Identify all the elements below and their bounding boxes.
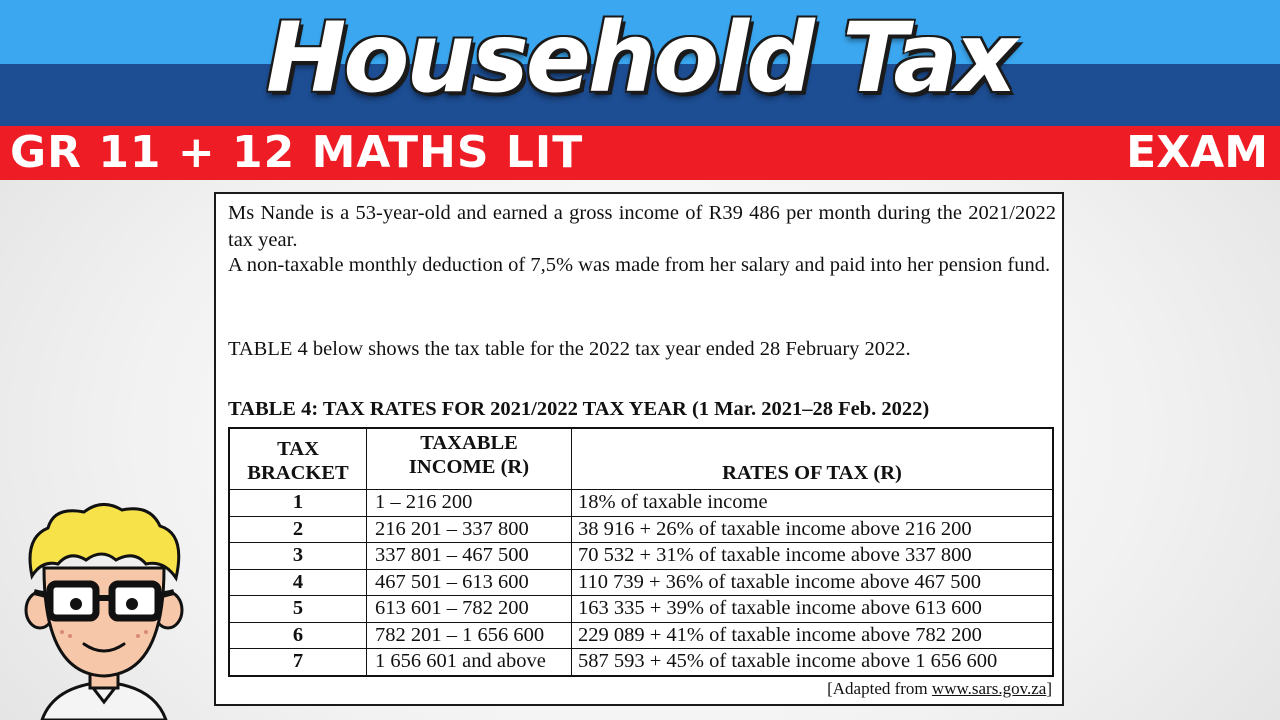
tax-rates-table: [228, 427, 1054, 677]
grade-subtitle: GR 11 + 12 MATHS LIT: [10, 127, 584, 178]
header-bracket-line1: TAX: [277, 438, 319, 460]
table-title: TABLE 4: TAX RATES FOR 2021/2022 TAX YEAR (1 Mar. 2021–28 Feb. 2022): [228, 398, 930, 420]
rate-cell: 18% of taxable income: [572, 490, 1054, 517]
table-row: [229, 596, 1053, 623]
income-cell: 337 801 – 467 500: [367, 543, 572, 570]
bracket-cell: 3: [229, 543, 367, 570]
table-row: [229, 543, 1053, 570]
question-paragraph-1: Ms Nande is a 53-year-old and earned a gross income of R39 486 per month during the 2021/2022 tax year.: [228, 202, 1056, 251]
question-paragraph-2: A non-taxable monthly deduction of 7,5% was made from her salary and paid into her pension fund.: [228, 254, 1051, 276]
question-paragraph-3: TABLE 4 below shows the tax table for the 2022 tax year ended 28 February 2022.: [228, 338, 911, 360]
table-row: [229, 622, 1053, 649]
exam-paper: [214, 192, 1064, 706]
header-bracket-line2: BRACKET: [247, 462, 349, 484]
rate-cell: 110 739 + 36% of taxable income above 467 500: [572, 569, 1054, 596]
income-cell: 1 656 601 and above: [367, 649, 572, 676]
bracket-cell: 4: [229, 569, 367, 596]
income-cell: 613 601 – 782 200: [367, 596, 572, 623]
income-cell: 216 201 – 337 800: [367, 516, 572, 543]
rate-cell: 229 089 + 41% of taxable income above 782 200: [572, 622, 1054, 649]
header-rates-of-tax: RATES OF TAX (R): [572, 428, 1054, 490]
header-tax-bracket: [229, 428, 367, 490]
bracket-cell: 6: [229, 622, 367, 649]
cartoon-boy-with-glasses-icon: [14, 498, 194, 720]
header-taxable-income: [367, 428, 572, 490]
thumbnail-title: Household Tax: [265, 2, 1015, 114]
income-cell: 467 501 – 613 600: [367, 569, 572, 596]
income-cell: 1 – 216 200: [367, 490, 572, 517]
table-header-row: [229, 428, 1053, 490]
bracket-cell: 5: [229, 596, 367, 623]
source-prefix: [Adapted from: [827, 679, 932, 698]
exam-tag: EXAM: [1126, 127, 1268, 178]
rate-cell: 70 532 + 31% of taxable income above 337 800: [572, 543, 1054, 570]
source-suffix: ]: [1046, 679, 1052, 698]
rate-cell: 38 916 + 26% of taxable income above 216 200: [572, 516, 1054, 543]
bracket-cell: 2: [229, 516, 367, 543]
source-link[interactable]: www.sars.gov.za: [931, 679, 1047, 698]
bracket-cell: 1: [229, 490, 367, 517]
income-cell: 782 201 – 1 656 600: [367, 622, 572, 649]
rate-cell: 587 593 + 45% of taxable income above 1 656 600: [572, 649, 1054, 676]
bracket-cell: 7: [229, 649, 367, 676]
table-row: [229, 490, 1053, 517]
header-income-line2: INCOME (R): [408, 456, 530, 478]
table-row: [229, 649, 1053, 676]
header-income-line1: TAXABLE: [420, 432, 518, 454]
source-citation: [827, 679, 1052, 699]
rate-cell: 163 335 + 39% of taxable income above 613 600: [572, 596, 1054, 623]
table-row: [229, 569, 1053, 596]
table-row: [229, 516, 1053, 543]
